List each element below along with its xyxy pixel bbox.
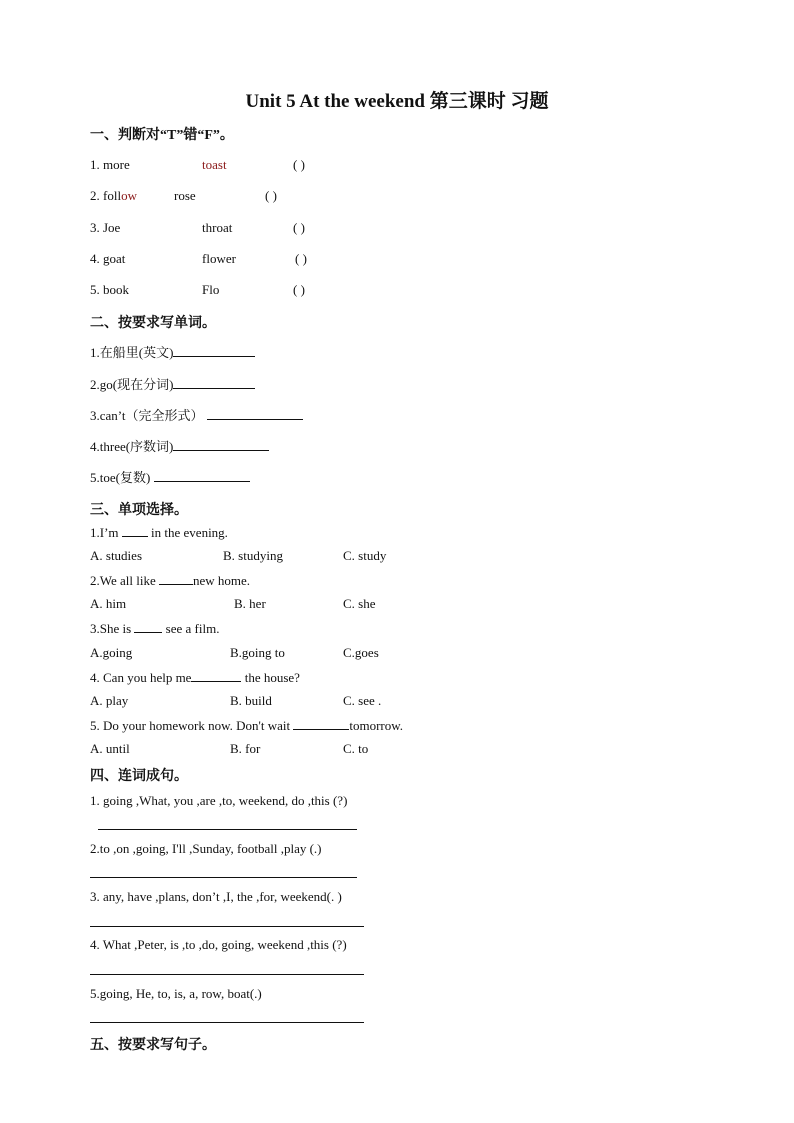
s4-item3: 3. any, have ,plans, don’t ,I, the ,for, weekend(. ) bbox=[90, 889, 342, 904]
s3-q5-blank[interactable] bbox=[293, 717, 349, 730]
s2-item4: 4.three(序数词) bbox=[90, 438, 269, 455]
s1-item3-compare: throat bbox=[202, 220, 233, 235]
s4-item1-answer-line[interactable] bbox=[98, 829, 357, 830]
s2-item5-blank[interactable] bbox=[154, 469, 250, 482]
section3-heading: 三、单项选择。 bbox=[90, 503, 188, 518]
s3-q5-option-c[interactable]: C. to bbox=[343, 741, 369, 756]
s4-item2-answer-line[interactable] bbox=[90, 877, 357, 878]
s3-q1-blank[interactable] bbox=[122, 524, 148, 537]
s3-q2-option-b[interactable]: B. her bbox=[234, 596, 266, 611]
s3-q5-stem: 5. Do your homework now. Don't wait tomorrow. bbox=[90, 718, 404, 733]
s1-item5-compare: Flo bbox=[202, 282, 220, 297]
s1-item3-word: 3. Joe bbox=[90, 220, 121, 235]
s3-q4-option-a[interactable]: A. play bbox=[90, 693, 129, 708]
s3-q4-stem: 4. Can you help me the house? bbox=[90, 670, 300, 685]
s1-item1-compare: toast bbox=[202, 157, 227, 172]
s4-item2: 2.to ,on ,going, I'll ,Sunday, football ,play (.) bbox=[90, 841, 322, 856]
s1-item3-answer[interactable]: ( ) bbox=[293, 220, 305, 235]
s3-q5-option-b[interactable]: B. for bbox=[230, 741, 261, 756]
s3-q1-option-a[interactable]: A. studies bbox=[90, 548, 142, 563]
s3-q3-option-a[interactable]: A.going bbox=[90, 645, 133, 660]
s4-item4-answer-line[interactable] bbox=[90, 974, 364, 975]
s1-item4-answer[interactable]: ( ) bbox=[295, 251, 307, 266]
s3-q3-option-c[interactable]: C.goes bbox=[343, 645, 379, 660]
s3-q1-option-c[interactable]: C. study bbox=[343, 548, 387, 563]
s1-item2-answer[interactable]: ( ) bbox=[265, 188, 277, 203]
s4-item5-answer-line[interactable] bbox=[90, 1022, 364, 1023]
s3-q2-option-a[interactable]: A. him bbox=[90, 596, 127, 611]
s3-q2-blank[interactable] bbox=[159, 572, 193, 585]
section1-heading: 一、判断对“T”错“F”。 bbox=[90, 128, 234, 143]
s4-item4: 4. What ,Peter, is ,to ,do, going, weekend ,this (?) bbox=[90, 937, 347, 952]
s1-item2-word: 2. follow bbox=[90, 188, 137, 203]
s2-item3-blank[interactable] bbox=[207, 407, 303, 420]
s1-item5-word: 5. book bbox=[90, 282, 129, 297]
s3-q1-stem: 1.I’m in the evening. bbox=[90, 525, 228, 540]
s3-q4-option-b[interactable]: B. build bbox=[230, 693, 272, 708]
s2-item3: 3.can’t（完全形式） bbox=[90, 407, 303, 424]
s4-item1: 1. going ,What, you ,are ,to, weekend, do ,this (?) bbox=[90, 793, 348, 808]
s3-q2-option-c[interactable]: C. she bbox=[343, 596, 376, 611]
s3-q4-blank[interactable] bbox=[191, 669, 241, 682]
s2-item1-blank[interactable] bbox=[173, 344, 255, 357]
s3-q5-option-a[interactable]: A. until bbox=[90, 741, 130, 756]
section5-heading: 五、按要求写句子。 bbox=[90, 1038, 216, 1053]
s4-item5: 5.going, He, to, is, a, row, boat(.) bbox=[90, 986, 262, 1001]
s2-item2-blank[interactable] bbox=[173, 376, 255, 389]
s1-item1-word: 1. more bbox=[90, 157, 130, 172]
s3-q3-stem: 3.She is see a film. bbox=[90, 621, 220, 636]
s1-item4-word: 4. goat bbox=[90, 251, 126, 266]
s3-q1-option-b[interactable]: B. studying bbox=[223, 548, 283, 563]
s2-item4-blank[interactable] bbox=[173, 438, 269, 451]
section2-heading: 二、按要求写单词。 bbox=[90, 316, 216, 331]
s3-q2-stem: 2.We all like new home. bbox=[90, 573, 251, 588]
s1-item2-compare: rose bbox=[174, 188, 196, 203]
s3-q3-option-b[interactable]: B.going to bbox=[230, 645, 285, 660]
page-title: Unit 5 At the weekend 第三课时 习题 bbox=[245, 91, 549, 112]
s1-item1-answer[interactable]: ( ) bbox=[293, 157, 305, 172]
s2-item5: 5.toe(复数) bbox=[90, 469, 250, 486]
s3-q3-blank[interactable] bbox=[134, 620, 162, 633]
s1-item5-answer[interactable]: ( ) bbox=[293, 282, 305, 297]
s1-item4-compare: flower bbox=[202, 251, 236, 266]
s3-q4-option-c[interactable]: C. see . bbox=[343, 693, 382, 708]
s2-item1: 1.在船里(英文) bbox=[90, 344, 255, 361]
section4-heading: 四、连词成句。 bbox=[90, 769, 188, 784]
s4-item3-answer-line[interactable] bbox=[90, 926, 364, 927]
s2-item2: 2.go(现在分词) bbox=[90, 376, 255, 393]
